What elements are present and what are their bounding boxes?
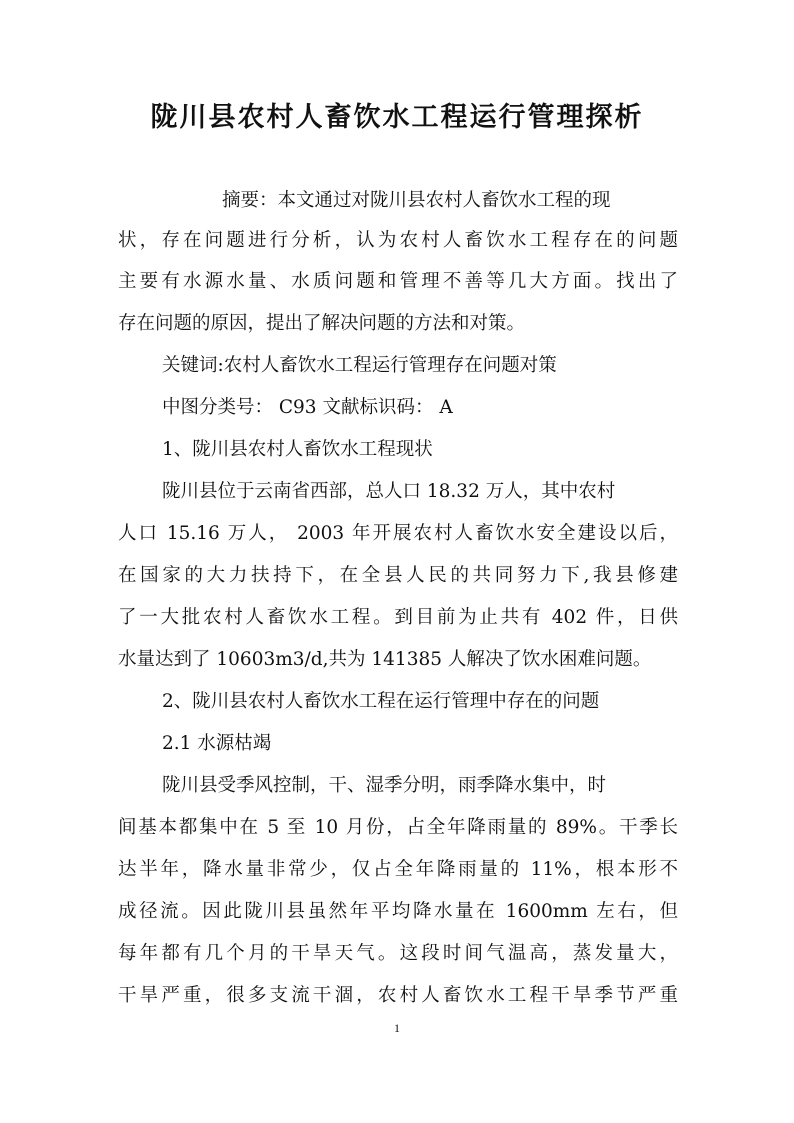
- keywords-line: 关键词:农村人畜饮水工程运行管理存在问题对策: [162, 355, 557, 376]
- abstract-line-1: 摘要：本文通过对陇川县农村人畜饮水工程的现: [222, 190, 611, 211]
- paragraph-line-4: 了一大批农村人畜饮水工程。到目前为止共有 402 件，日供: [118, 607, 678, 628]
- paragraph-line-2: 人口 15.16 万人， 2003 年开展农村人畜饮水安全建设以后，: [118, 523, 678, 544]
- paragraph2-line-3: 达半年，降水量非常少，仅占全年降雨量的 11%，根本形不: [118, 859, 678, 880]
- abstract-line-3: 主要有水源水量、水质问题和管理不善等几大方面。找出了: [118, 271, 678, 292]
- paragraph2-line-1: 陇川县受季风控制，干、湿季分明，雨季降水集中，时: [162, 775, 607, 796]
- page-number: 1: [394, 1021, 400, 1035]
- paragraph2-line-4: 成径流。因此陇川县虽然年平均降水量在 1600mm 左右，但: [118, 901, 678, 922]
- section-heading-1: 1、陇川县农村人畜饮水工程现状: [162, 439, 433, 460]
- classification-line: 中图分类号： C93 文献标识码： A: [162, 397, 453, 418]
- paragraph-line-5: 水量达到了 10603m3/d,共为 141385 人解决了饮水困难问题。: [118, 649, 652, 670]
- paragraph-line-1: 陇川县位于云南省西部，总人口 18.32 万人，其中农村: [162, 481, 616, 502]
- abstract-line-4: 存在问题的原因，提出了解决问题的方法和对策。: [118, 313, 526, 334]
- document-title: 陇川县农村人畜饮水工程运行管理探析: [150, 102, 644, 133]
- paragraph-line-3: 在国家的大力扶持下，在全县人民的共同努力下,我县修建: [118, 565, 678, 586]
- abstract-line-2: 状，存在问题进行分析，认为农村人畜饮水工程存在的问题: [118, 230, 678, 251]
- paragraph2-line-5: 每年都有几个月的干旱天气。这段时间气温高，蒸发量大，: [118, 943, 678, 964]
- section-heading-2: 2、陇川县农村人畜饮水工程在运行管理中存在的问题: [162, 691, 600, 712]
- paragraph2-line-2: 间基本都集中在 5 至 10 月份，占全年降雨量的 89%。干季长: [118, 817, 678, 838]
- paragraph2-line-6: 干旱严重，很多支流干涸，农村人畜饮水工程干旱季节严重: [118, 985, 678, 1006]
- subsection-heading-2-1: 2.1 水源枯竭: [162, 733, 272, 754]
